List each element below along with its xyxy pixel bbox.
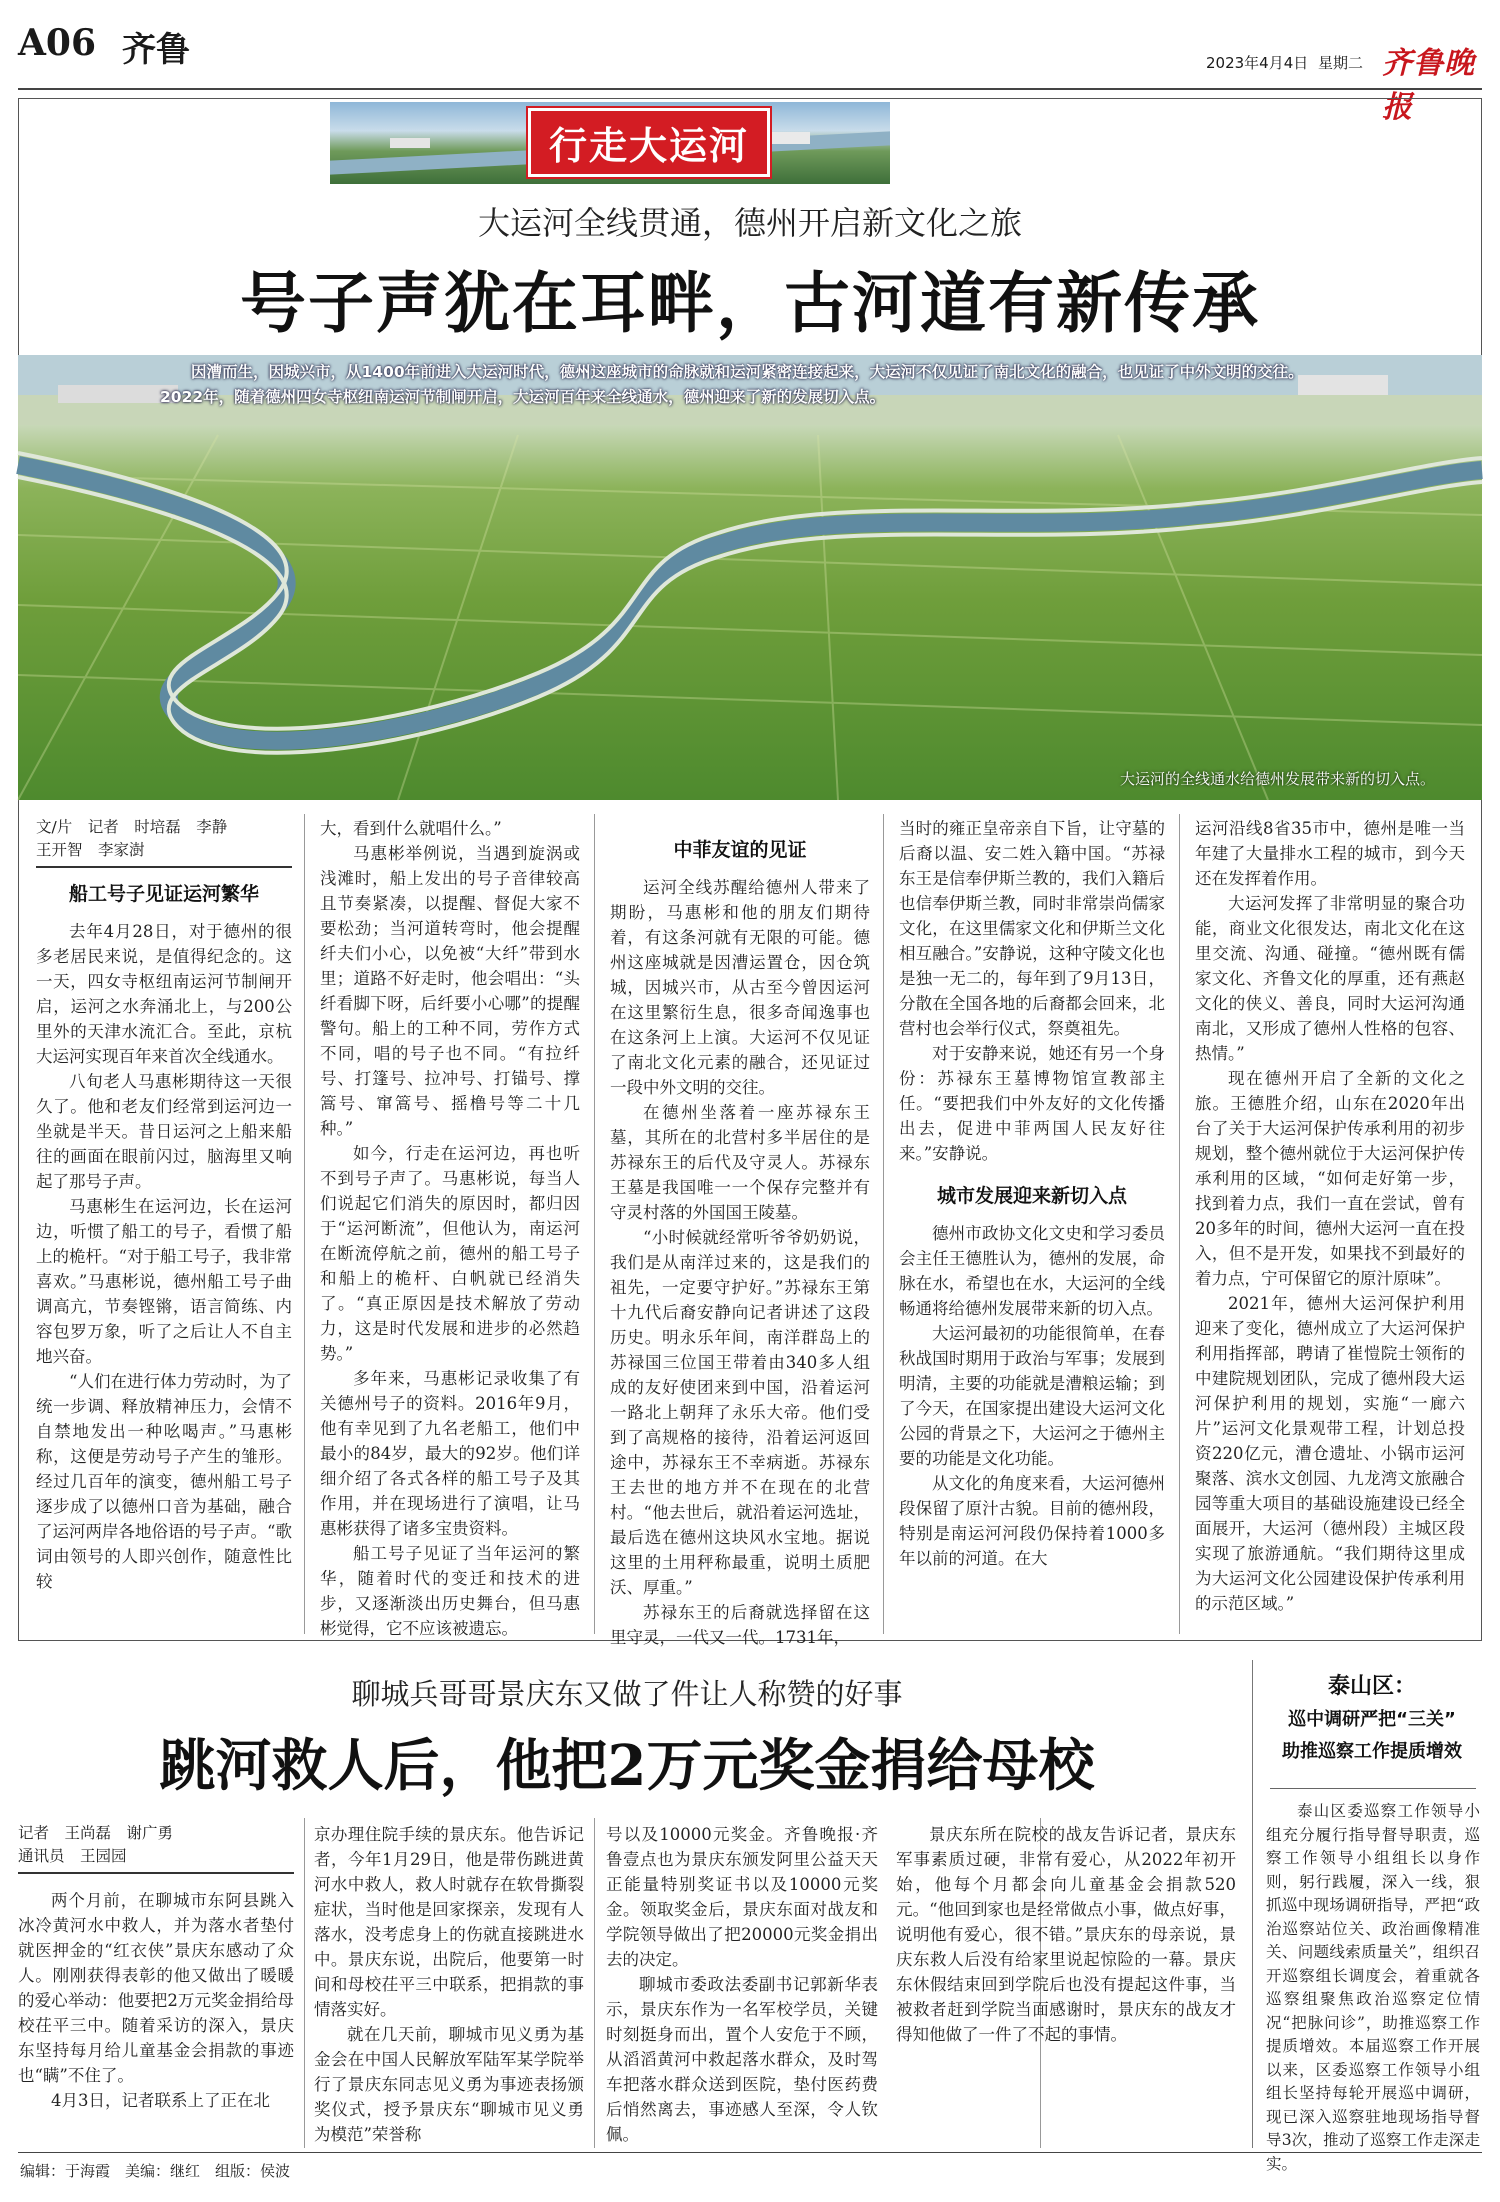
editor-credits: 编辑：于海霞 美编：继红 组版：侯波 [20, 2162, 291, 2180]
story3-head-2: 巡中调研严把“三关” [1288, 1709, 1456, 1730]
story2-column-2: 京办理住院手续的景庆东。他告诉记者，今年1月29日，他是带伤跳进黄河水中救人，救人时就存在软骨撕裂症状，当时他是回家探亲，发现有人落水，没考虑身上的伤就直接跳进水中。景庆东说，出院后，他要第一时间和母校茌平三中联系，把捐款的事情落实好。 就在几天前，聊城市见义勇为基金会在中国人民解放军陆军某学院举行了景庆东同志见义勇为事迹表扬颁奖仪式，授予景庆东“聊城市见义勇为模范”荣誉称 [314, 1825, 584, 2144]
story1-column-5: 运河沿线8省35市中，德州是唯一当年建了大量排水工程的城市，到今天还在发挥着作用。 大运河发挥了非常明显的聚合功能，商业文化很发达，南北文化在这里交流、沟通、碰撞。“德州既有儒家文化、齐鲁文化的厚重，还有燕赵文化的侠义、善良，同时大运河沟通南北，又形成了德州人性格的包容、热情。” 现在德州开启了全新的文化之旅。王德胜介绍，山东在2020年出台了关于大运河保护传承利用的初步规划，整个德州就位于大运河保护传承利用的区域，“如何走好第一步，找到着力点，我们一直在尝试，曾有20多年的时间，德州大运河一直在投入，但不是开发，如果找不到最好的着力点，宁可保留它的原汁原味”。 2021年，德州大运河保护利用迎来了变化，德州成立了大运河保护利用指挥部，聘请了崔愷院士领衔的中建院规划团队，完成了德州段大运河保护利用的规划，实施“一廊六片”运河文化景观带工程，计划总投资220亿元，漕仓遗址、小锅市运河聚落、滨水文创园、九龙湾文旅融合园等重大项目的基础设施建设已经全面展开，大运河（德州段）主城区段实现了旅游通航。“我们期待这里成为大运河文化公园建设保护传承利用的示范区域。” [1195, 819, 1465, 1613]
story1-column-1: 文/片 记者 时培磊 李静 王开智 李家澍 船工号子见证运河繁华 去年4月28日，对于德州的很多老居民来说，是值得纪念的。这一天，四女寺枢纽南运河节制闸开启，运河之水奔涌北上，与200公里外的天津水流汇合。至此，京杭大运河实现百年来首次全线通水。 八旬老人马惠彬期待这一天很久了。他和老友们经常到运河边一坐就是半天。昔日运河之上船来船往的画面在眼前闪过，脑海里又响起了那号子声。 马惠彬生在运河边，长在运河边，听惯了船工的号子，看惯了船上的桅杆。“对于船工号子，我非常喜欢。”马惠彬说，德州船工号子曲调高亢，节奏铿锵，语言简练、内容包罗万象，听了之后让人不自主地兴奋。 “人们在进行体力劳动时，为了统一步调、释放精神压力，会情不自禁地发出一种吆喝声。”马惠彬称，这便是劳动号子产生的雏形。经过几百年的演变，德州船工号子逐步成了以德州口音为基础，融合了运河两岸各地俗语的号子声。“歌词由领号的人即兴创作，随意性比较 [36, 818, 292, 1591]
story2-kicker: 聊城兵哥哥景庆东又做了件让人称赞的好事 [351, 1677, 903, 1711]
column-divider [1179, 814, 1180, 1634]
story1-lead: 因漕而生，因城兴市，从1400年前进入大运河时代，德州这座城市的命脉就和运河紧密连接起来，大运河不仅见证了南北文化的融合，也见证了中外文明的交往。2022年，随着德州四女寺枢纽南运河节制闸开启，大运河百年来全线通水，德州迎来了新的发展切入点。 [160, 363, 1304, 406]
story2-column-3: 号以及10000元奖金。齐鲁晚报·齐鲁壹点也为景庆东颁发阿里公益天天正能量特别奖证书以及10000元奖金。领取奖金后，景庆东面对战友和学院领导做出了把20000元奖金捐出去的决定。 聊城市委政法委副书记郭新华表示，景庆东作为一名军校学员，关键时刻挺身而出，置个人安危于不顾，从滔滔黄河中救起落水群众，及时驾车把落水群众送到医院，垫付医药费后悄然离去，事迹感人至深，令人钦佩。 [606, 1825, 878, 2144]
issue-date: 2023年4月4日 [1206, 54, 1309, 72]
story2-column-4: 景庆东所在院校的战友告诉记者，景庆东军事素质过硬，非常有爱心，从2022年初开始，他每个月都会向儿童基金会捐款520元。“他回到家也是经常做点小事，做点好事，说明他有爱心，很不错。”景庆东的母亲说，景庆东救人后没有给家里说起惊险的一幕。景庆东休假结束回到学院后也没有提起这件事，当被救者赶到学院当面感谢时，景庆东的战友才得知他做了一件了不起的事情。 [896, 1825, 1236, 2044]
paper-logo: 齐鲁晚报 [1382, 46, 1475, 125]
story3-rule [1270, 1788, 1476, 1789]
column-divider [594, 1818, 595, 2148]
column-divider [883, 814, 884, 1634]
section-name: 齐鲁 [122, 30, 190, 70]
header-rule [18, 88, 1482, 90]
story3-head-3: 助推巡察工作提质增效 [1282, 1741, 1462, 1762]
story1-kicker: 大运河全线贯通，德州开启新文化之旅 [477, 204, 1022, 242]
story1-column-4: 当时的雍正皇帝亲自下旨，让守墓的后裔以温、安二姓入籍中国。“苏禄东王是信奉伊斯兰教的，我们入籍后也信奉伊斯兰教，同时非常崇尚儒家文化，在这里儒家文化和伊斯兰文化相互融合。”安静说，这种守陵文化也是独一无二的，每年到了9月13日，分散在全国各地的后裔都会回来，北营村也会举行仪式，祭奠祖先。 对于安静来说，她还有另一个身份：苏禄东王墓博物馆宣教部主任。“要把我们中外友好的文化传播出去，促进中菲两国人民友好往来。”安静说。 城市发展迎来新切入点 德州市政协文化文史和学习委员会主任王德胜认为，德州的发展，命脉在水，希望也在水，大运河的全线畅通将给德州发展带来新的切入点。 大运河最初的功能很简单，在春秋战国时期用于政治与军事；发展到明清，主要的功能就是漕粮运输；到了今天，在国家提出建设大运河文化公园的背景之下，大运河之于德州主要的功能是文化功能。 从文化的角度来看，大运河德州段保留了原汁古貌。目前的德州段，特别是南运河河段仍保持着1000多年以前的河道。在大 [899, 819, 1165, 1568]
photo-caption: 大运河的全线通水给德州发展带来新的切入点。 [1120, 770, 1436, 788]
story1-headline: 号子声犹在耳畔，古河道有新传承 [240, 264, 1260, 342]
subhead: 船工号子见证运河繁华 [68, 883, 259, 905]
page-header [18, 18, 1482, 125]
story2-column-1: 记者 王尚磊 谢广勇 通讯员 王园园 两个月前，在聊城市东阿县跳入冰冷黄河水中救人，并为落水者垫付就医押金的“红衣侠”景庆东感动了众人。刚刚获得表彰的他又做出了暖暖的爱心举动：他要把2万元奖金捐给母校茌平三中。随着采访的深入，景庆东坚持每月给儿童基金会捐款的事迹也“瞒”不住了。 4月3日，记者联系上了正在北 [18, 1824, 294, 2110]
byline: 记者 王尚磊 谢广勇 通讯员 王园园 [18, 1824, 174, 1865]
story3-heading [1262, 1670, 1482, 1768]
footer-rule [18, 2152, 1482, 2153]
subhead: 中菲友谊的见证 [673, 839, 807, 861]
column-label: 行走大运河 [528, 108, 770, 177]
issue-weekday: 星期二 [1318, 54, 1364, 72]
story1-column-3: 中菲友谊的见证 运河全线苏醒给德州人带来了期盼，马惠彬和他的朋友们期待着，有这条河就有无限的可能。德州这座城就是因漕运置仓，因仓筑城，因城兴市，从古至今曾因运河在这里繁衍生息，很多奇闻逸事也在这条河上上演。大运河不仅见证了南北文化元素的融合，还见证过一段中外文明的交往。 在德州坐落着一座苏禄东王墓，其所在的北营村多半居住的是苏禄东王的后代及守灵人。苏禄东王墓是我国唯一一个保存完整并有守灵村落的外国国王陵墓。 “小时候就经常听爷爷奶奶说，我们是从南洋过来的，这是我们的祖先，一定要守护好。”苏禄东王第十九代后裔安静向记者讲述了这段历史。明永乐年间，南洋群岛上的苏禄国三位国王带着由340多人组成的友好使团来到中国，沿着运河一路北上朝拜了永乐大帝。他们受到了高规格的接待，沿着运河返回途中，苏禄东王不幸病逝。苏禄东王去世的地方并不在现在的北营村。“他去世后，就沿着运河选址，最后选在德州这块风水宝地。据说这里的土用秤称最重，说明土质肥沃、厚重。” 苏禄东王的后裔就选择留在这里守灵，一代又一代。1731年， [610, 839, 870, 1647]
grand-canal-aerial-photo [18, 355, 1482, 800]
story3-body: 泰山区委巡察工作领导小组充分履行指导督导职责，巡察工作领导小组组长以身作则，躬行践履，深入一线，狠抓巡中现场调研指导，严把“政治巡察站位关、政治画像精准关、问题线索质量关”，组织召开巡察组长调度会，着重就各巡察组聚焦政治巡察定位情况“把脉问诊”，助推巡察工作提质增效。本届巡察工作开展以来，区委巡察工作领导小组组长坚持每轮开展巡中调研，现已深入巡察驻地现场指导督导3次，推动了巡察工作走深走实。 [1266, 1802, 1480, 2173]
column-divider [1252, 1660, 1253, 2148]
column-divider [304, 814, 305, 1634]
page-number: A06 [18, 22, 97, 64]
column-divider [304, 1818, 305, 2148]
story2-headline: 跳河救人后，他把2万元奖金捐给母校 [159, 1733, 1095, 1799]
story3-head-1: 泰山区： [1327, 1674, 1416, 1699]
byline: 文/片 记者 时培磊 李静 王开智 李家澍 [36, 818, 228, 859]
subhead: 城市发展迎来新切入点 [936, 1185, 1127, 1207]
story1-column-2: 大，看到什么就唱什么。” 马惠彬举例说，当遇到旋涡或浅滩时，船上发出的号子音律较高且节奏紧凑，以提醒、督促大家不要松劲；当河道转弯时，他会提醒纤夫们小心，以免被“大纤”带到水里；道路不好走时，他会唱出：“头纤看脚下呀，后纤要小心哪”的提醒警句。船上的工种不同，劳作方式不同，唱的号子也不同。“有拉纤号、打篷号、拉冲号、打锚号、撑篙号、窜篙号、摇橹号等二十几种。” 如今，行走在运河边，再也听不到号子声了。马惠彬说，每当人们说起它们消失的原因时，都归因于“运河断流”，但他认为，南运河在断流停航之前，德州的船工号子和船上的桅杆、白帆就已经消失了。“真正原因是技术解放了劳动力，这是时代发展和进步的必然趋势。” 多年来，马惠彬记录收集了有关德州号子的资料。2016年9月，他有幸见到了九名老船工，他们中最小的84岁，最大的92岁。他们详细介绍了各式各样的船工号子及其作用，并在现场进行了演唱，让马惠彬获得了诸多宝贵资料。 船工号子见证了当年运河的繁华，随着时代的变迁和技术的进步，又逐渐淡出历史舞台，但马惠彬觉得，它不应该被遗忘。 [320, 819, 580, 1638]
column-divider [594, 814, 595, 1634]
